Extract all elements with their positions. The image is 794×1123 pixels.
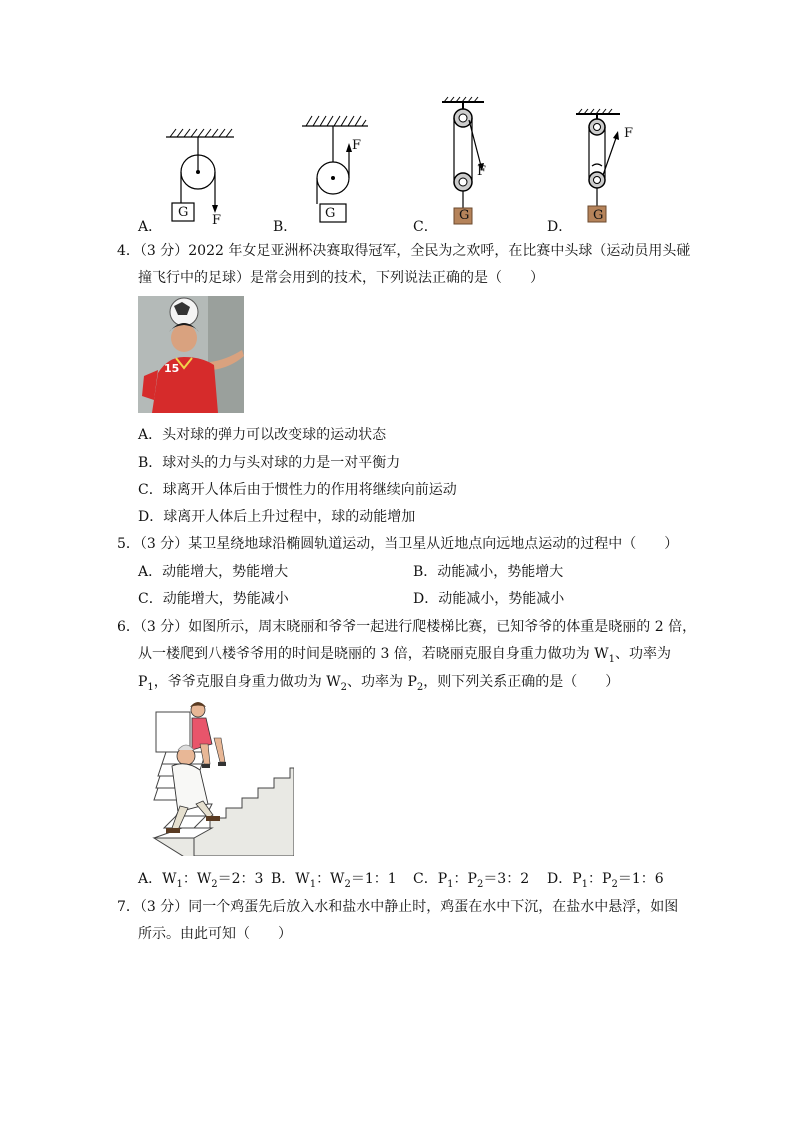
q6-d-post: ＝1：6 — [617, 871, 664, 887]
pulley-b-f-label: F — [352, 138, 362, 153]
q6-d-s1: 1 — [581, 878, 589, 890]
q6-b-pre: B．W — [271, 871, 310, 887]
q6-stem-line2 — [138, 643, 671, 665]
q6-line2-end: 、功率为 — [615, 646, 672, 662]
q6-a-s2: 2 — [211, 878, 218, 890]
q6-d-mid: ：P — [588, 871, 612, 887]
q6-a-mid: ：W — [182, 871, 212, 887]
q6-line3-a: P — [138, 674, 148, 690]
q6-line3-a-sub: 1 — [147, 681, 154, 693]
q4-stem-line2: 撞飞行中的足球）是常会用到的技术，下列说法正确的是（ ） — [138, 270, 544, 286]
q6-line3-d: ，则下列关系正确的是（ ） — [423, 674, 620, 690]
q6-line3-c: 、功率为 P — [347, 674, 417, 690]
pulley-a-f-label: F — [212, 213, 222, 228]
q3-option-b[interactable]: B． — [273, 219, 298, 235]
q4-header-photo — [138, 296, 244, 413]
q5-option-b[interactable]: B．动能减小，势能增大 — [413, 564, 564, 580]
q6-b-post: ＝1：1 — [350, 871, 397, 887]
q3-option-c[interactable]: C． — [413, 219, 438, 235]
q6-d-s2: 2 — [611, 878, 618, 890]
q6-line3-c-sub: 2 — [416, 681, 424, 693]
pulley-d-g-label: G — [593, 208, 604, 223]
q6-option-a[interactable] — [138, 868, 263, 890]
q6-option-b[interactable] — [271, 868, 397, 890]
q6-option-c[interactable] — [413, 868, 529, 890]
q5-option-c[interactable]: C．动能增大，势能减小 — [138, 591, 289, 607]
q6-c-s2: 2 — [476, 878, 484, 890]
q7-stem-line2: 所示。由此可知（ ） — [138, 926, 292, 942]
header-photo-illustration — [138, 296, 244, 413]
q5-stem-line1: 5．（3 分）某卫星绕地球沿椭圆轨道运动，当卫星从近地点向远地点运动的过程中（ ） — [117, 536, 679, 552]
q6-c-pre: C．P — [413, 871, 448, 887]
pulley-b-g-label: G — [325, 206, 336, 221]
pulley-c-f-label: F — [477, 164, 487, 179]
q5-option-a[interactable]: A．动能增大，势能增大 — [138, 564, 289, 580]
q4-option-b[interactable]: B．球对头的力与头对球的力是一对平衡力 — [138, 455, 401, 471]
q6-line2-sub: 1 — [608, 653, 616, 665]
q6-b-s2: 2 — [344, 878, 351, 890]
q6-stem-line3 — [138, 671, 619, 693]
q6-a-pre: A．W — [138, 871, 177, 887]
q6-c-post: ＝3：2 — [483, 871, 530, 887]
q4-option-c[interactable]: C．球离开人体后由于惯性力的作用将继续向前运动 — [138, 482, 457, 498]
q3-option-a[interactable]: A． — [138, 219, 163, 235]
q4-stem-line1: 4．（3 分）2022 年女足亚洲杯决赛取得冠军，全民为之欢呼，在比赛中头球（运动员用头碰 — [117, 243, 691, 259]
pulley-figure-c — [436, 96, 496, 226]
q6-c-s1: 1 — [447, 878, 454, 890]
q6-b-mid: ：W — [316, 871, 345, 887]
q6-b-s1: 1 — [309, 878, 317, 890]
pulley-figure-b — [296, 110, 376, 228]
q6-option-d[interactable] — [547, 868, 664, 890]
pulley-figure-a — [160, 125, 240, 230]
q6-stem-line1: 6．（3 分）如图所示，周末晓丽和爷爷一起进行爬楼梯比赛，已知爷爷的体重是晓丽的 2 倍， — [117, 619, 697, 635]
q6-c-mid: ：P — [453, 871, 477, 887]
q6-d-pre: D．P — [547, 871, 582, 887]
q7-stem-line1: 7．（3 分）同一个鸡蛋先后放入水和盐水中静止时，鸡蛋在水中下沉，在盐水中悬浮，如图 — [117, 899, 679, 915]
q4-option-d[interactable]: D．球离开人体后上升过程中，球的动能增加 — [138, 509, 416, 525]
pulley-c-g-label: G — [459, 208, 470, 223]
q6-a-s1: 1 — [176, 878, 183, 890]
q5-option-d[interactable]: D．动能减小，势能减小 — [413, 591, 565, 607]
q6-line3-b-sub: 2 — [340, 681, 348, 693]
jersey-number: 15 — [164, 362, 180, 375]
q4-option-a[interactable]: A．头对球的弹力可以改变球的运动状态 — [138, 427, 387, 443]
q6-line3-b: ，爷爷克服自身重力做功为 W — [153, 674, 341, 690]
pulley-a-g-label: G — [178, 205, 189, 220]
q6-line2-text: 从一楼爬到八楼爷爷用的时间是晓丽的 3 倍，若晓丽克服自身重力做功为 W — [138, 646, 609, 662]
q3-option-d[interactable]: D． — [547, 219, 573, 235]
q6-stairs-illustration — [152, 698, 294, 856]
q6-a-post: ＝2：3 — [217, 871, 264, 887]
pulley-d-f-label: F — [624, 126, 634, 141]
